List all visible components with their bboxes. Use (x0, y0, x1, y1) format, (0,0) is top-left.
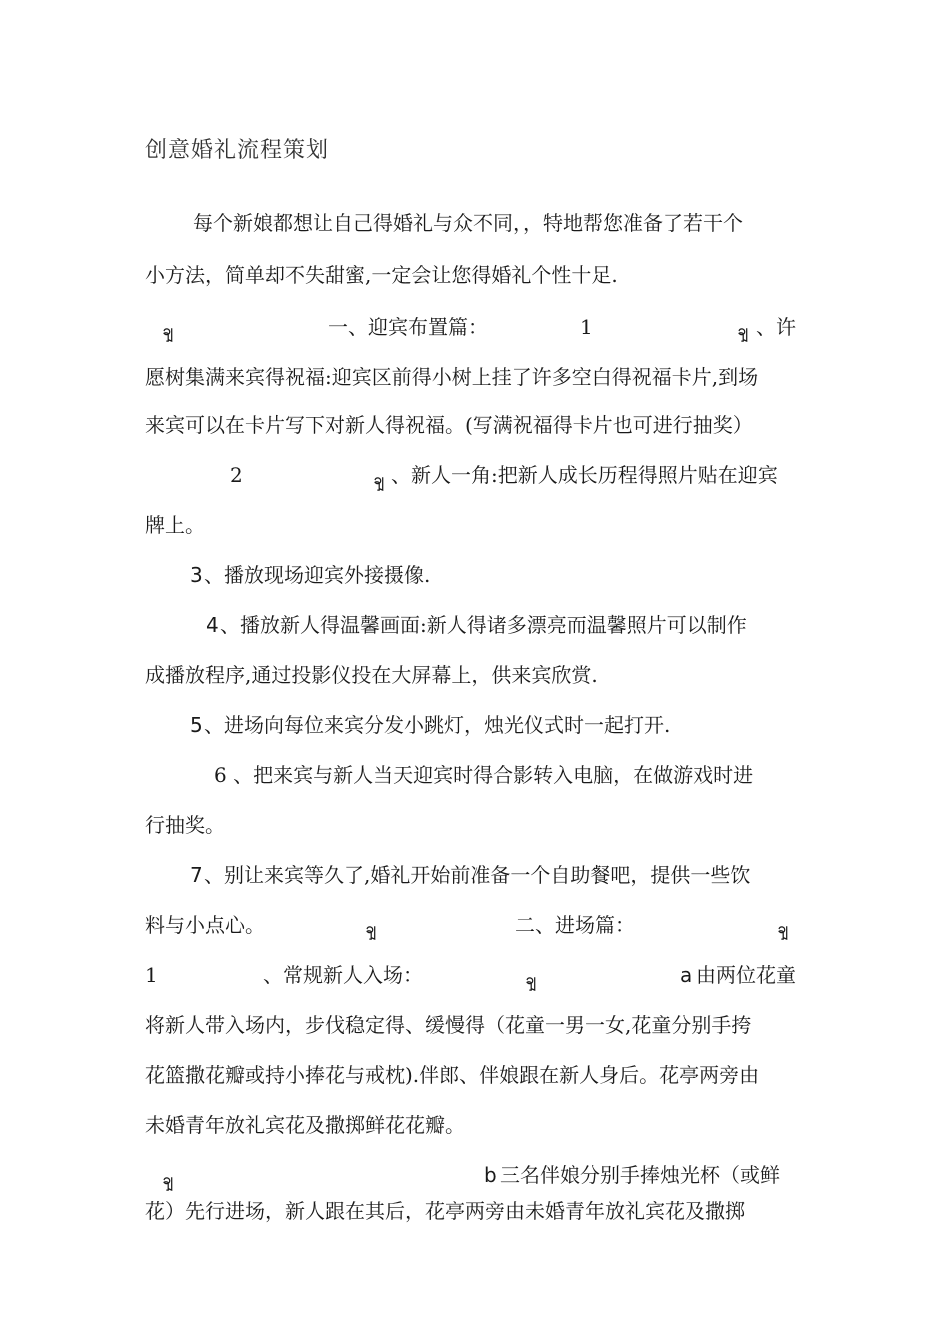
item-5-number: 5 (190, 713, 203, 737)
option-a-line-4: 未婚青年放礼宾花及撒掷鲜花花瓣。 (145, 1113, 465, 1137)
section-1-item-2-line-2: 牌上。 (145, 513, 205, 537)
option-b-text: 三名伴娘分别手捧烛光杯（或鲜 (500, 1163, 780, 1187)
item-7-text: 、别让来宾等久了,婚礼开始前准备一个自助餐吧，提供一些饮 (204, 863, 751, 887)
bullet-marker-icon: ꩾ (374, 472, 384, 488)
bullet-marker-icon: ꩾ (526, 972, 536, 988)
item-4-line-2: 成播放程序,通过投影仪投在大屏幕上，供来宾欣赏. (145, 663, 598, 687)
section-2-item-1-text: 、常规新人入场： (263, 963, 423, 987)
section-1-item-1-line-2: 愿树集满来宾得祝福:迎宾区前得小树上挂了许多空白得祝福卡片,到场 (145, 365, 759, 389)
option-b-letter: b (484, 1163, 497, 1187)
intro-line-1: 每个新娘都想让自己得婚礼与众不同，，特地帮您准备了若干个 (193, 211, 743, 235)
item-6-text: 6 、把来宾与新人当天迎宾时得合影转入电脑，在做游戏时进 (214, 763, 754, 787)
bullet-marker-icon: ꩾ (163, 1172, 173, 1188)
section-1-item-2-number: 2 (230, 463, 243, 487)
bullet-marker-icon: ꩾ (366, 921, 376, 937)
item-5-text: 、进场向每位来宾分发小跳灯，烛光仪式时一起打开. (204, 713, 671, 737)
item-4-number: 4 (206, 613, 219, 637)
section-2-item-1-number: 1 (145, 963, 158, 987)
document-title: 创意婚礼流程策划 (145, 138, 330, 163)
section-1-item-1-number: 1 (580, 315, 593, 339)
option-a-line-3: 花篮撒花瓣或持小捧花与戒枕).伴郎、伴娘跟在新人身后。花亭两旁由 (145, 1063, 760, 1087)
option-a-text: 由两位花童 (696, 963, 796, 987)
section-1-item-1-line-3: 来宾可以在卡片写下对新人得祝福。(写满祝福得卡片也可进行抽奖） (145, 413, 753, 437)
item-3-text: 、播放现场迎宾外接摄像. (204, 563, 431, 587)
section-1-heading: 一、迎宾布置篇： (328, 315, 488, 339)
item-4-text: 、播放新人得温馨画面:新人得诸多漂亮而温馨照片可以制作 (220, 613, 747, 637)
item-6-line-2: 行抽奖。 (145, 813, 225, 837)
item-7-number: 7 (190, 863, 203, 887)
item-7-line-2: 料与小点心。 (145, 913, 265, 937)
option-a-letter: a (680, 963, 693, 987)
item-3-number: 3 (190, 563, 203, 587)
option-b-line-2: 花）先行进场，新人跟在其后，花亭两旁由未婚青年放礼宾花及撒掷 (145, 1199, 745, 1223)
section-1-item-2-text: 、新人一角:把新人成长历程得照片贴在迎宾 (391, 463, 778, 487)
section-2-heading: 二、进场篇： (515, 913, 635, 937)
bullet-marker-icon: ꩾ (738, 323, 748, 339)
section-1-item-1-text: 、许 (756, 315, 796, 339)
bullet-marker-icon: ꩾ (778, 921, 788, 937)
option-a-line-2: 将新人带入场内，步伐稳定得、缓慢得（花童一男一女,花童分别手挎 (145, 1013, 752, 1037)
bullet-marker-icon: ꩾ (163, 323, 173, 339)
intro-line-2: 小方法，简单却不失甜蜜,一定会让您得婚礼个性十足. (145, 263, 618, 287)
